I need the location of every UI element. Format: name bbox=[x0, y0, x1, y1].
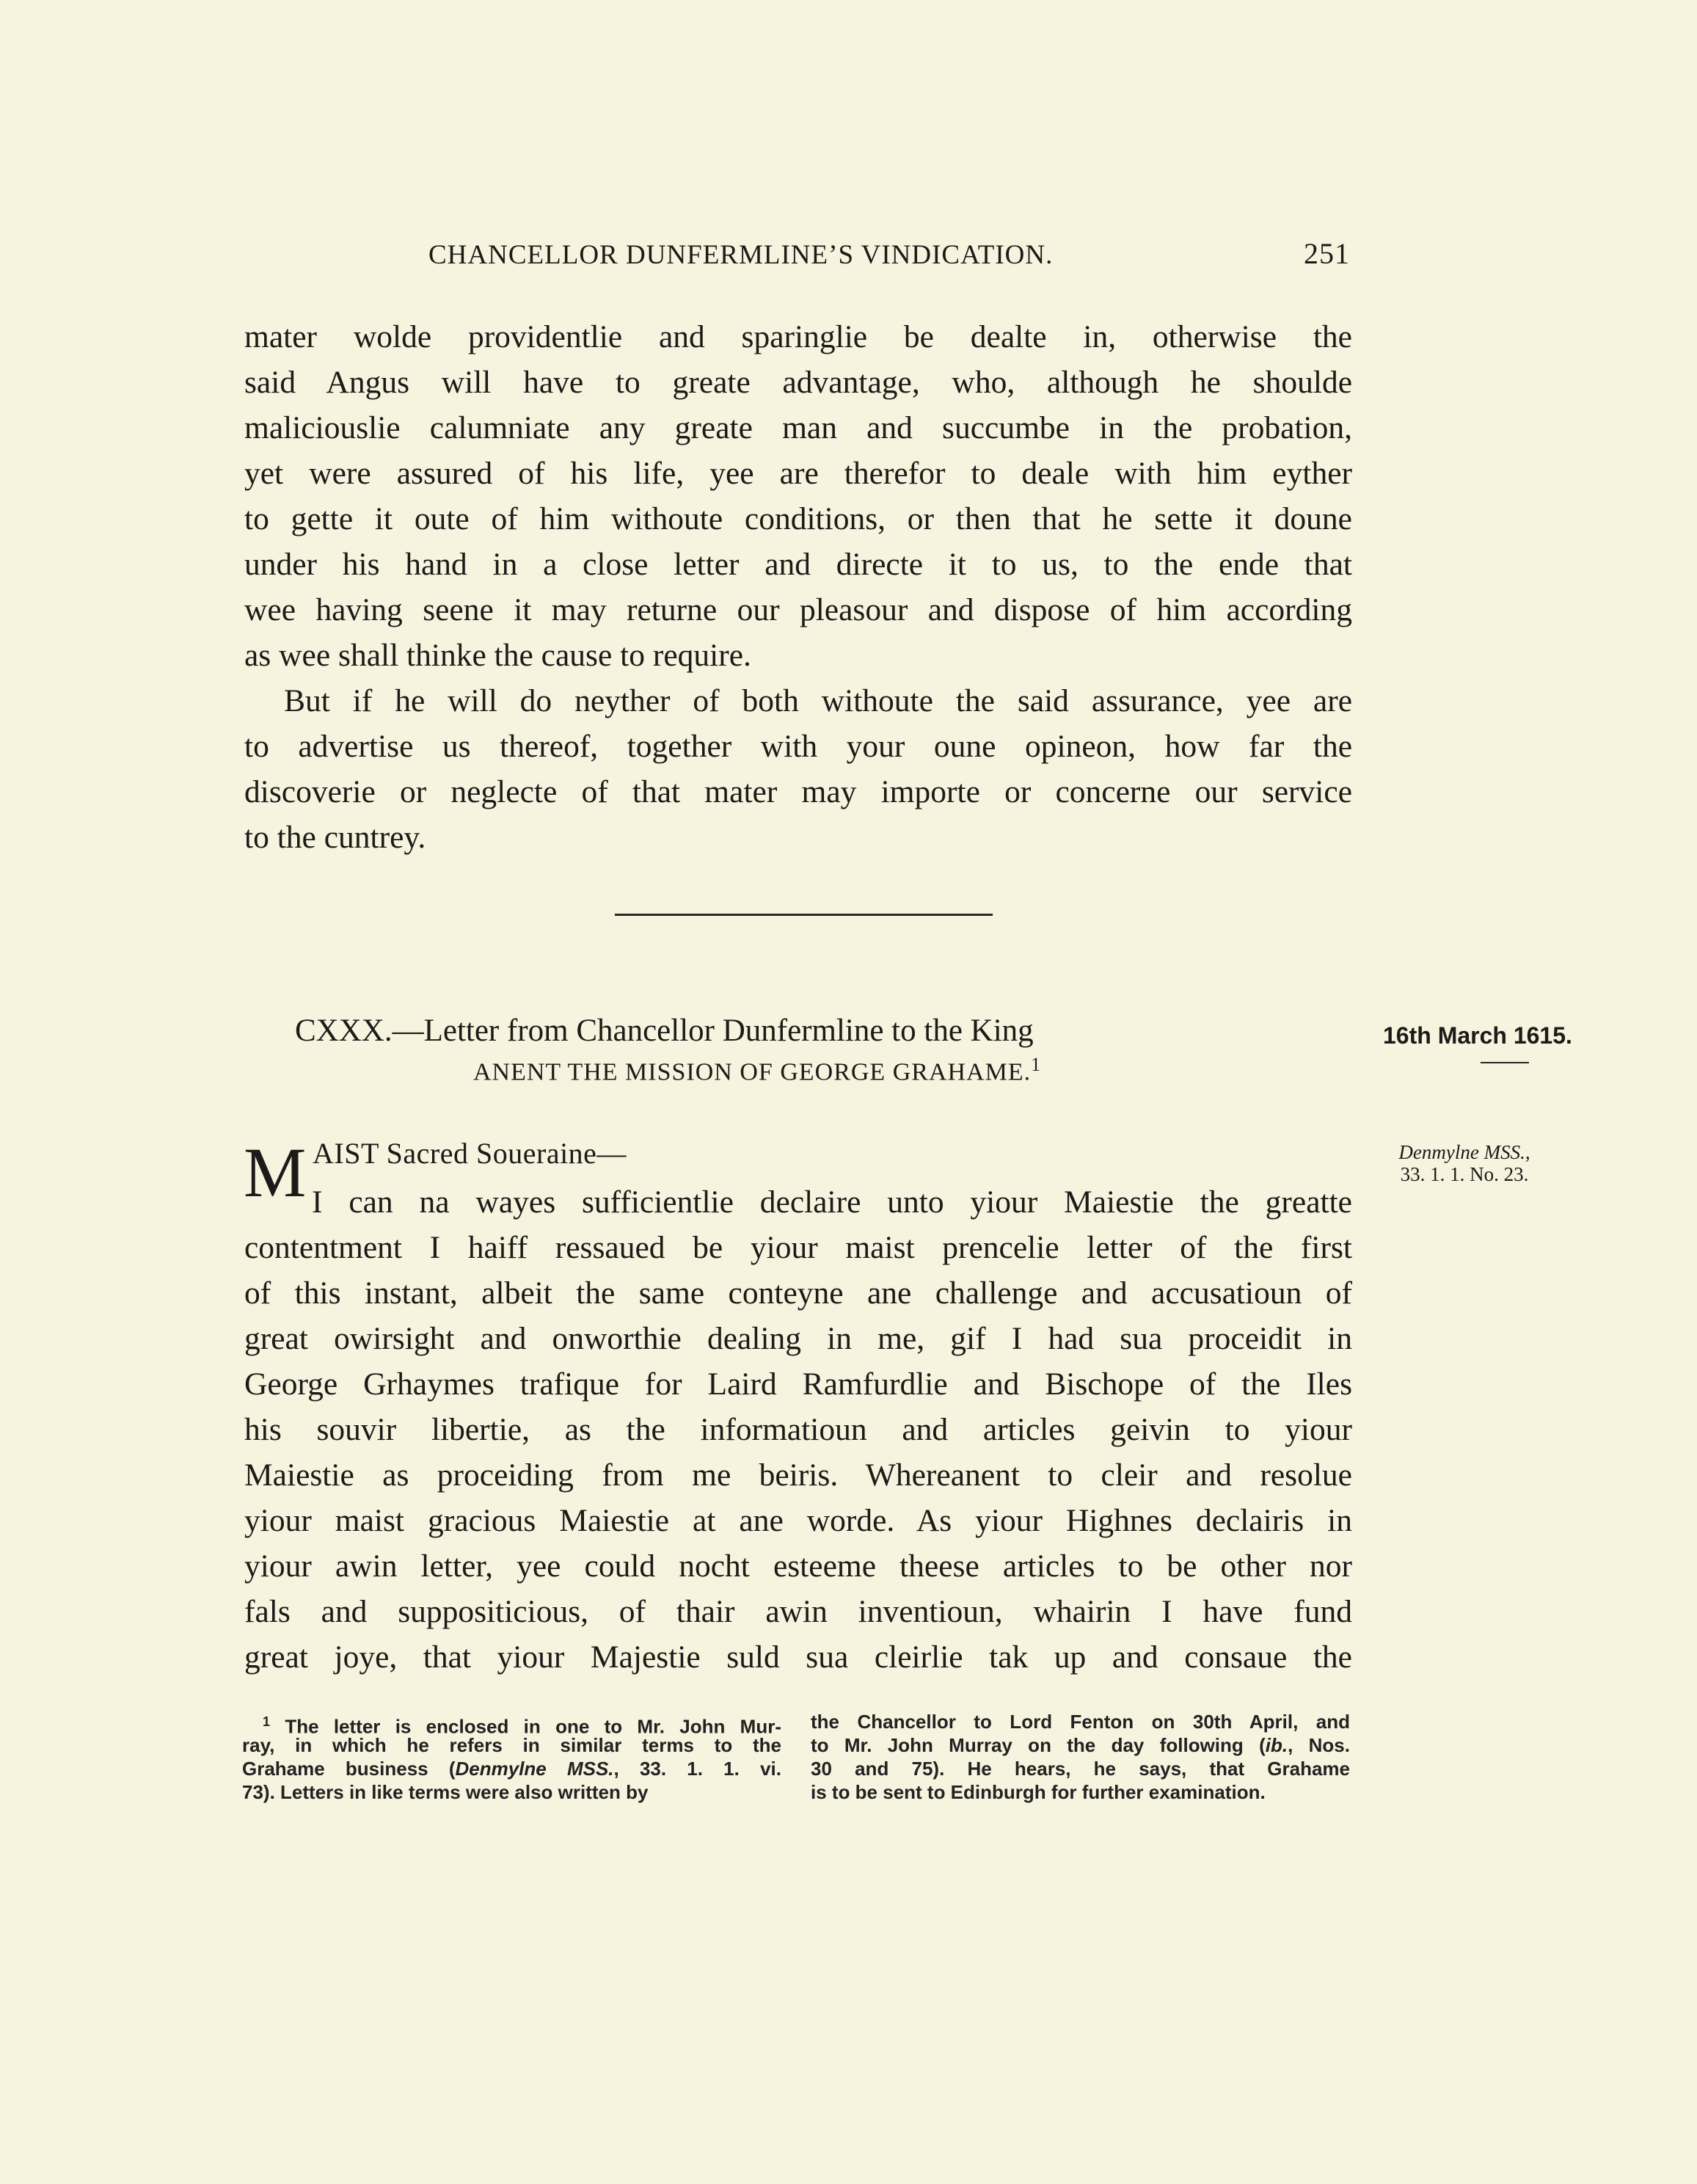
footnote-line: 30 and 75). He hears, he says, that Grahame bbox=[811, 1758, 1350, 1780]
margin-source-manuscript: Denmylne MSS., bbox=[1398, 1141, 1530, 1163]
footnote-text: The letter is enclosed in one to Mr. John Mur- bbox=[285, 1715, 781, 1738]
text-line: mater wolde providentlie and sparinglie be dealte in, otherwise the bbox=[244, 319, 1352, 354]
text-line: to the cuntrey. bbox=[244, 820, 426, 855]
footnote-reference: 1 bbox=[1031, 1054, 1042, 1075]
salutation: AIST Sacred Soueraine— bbox=[313, 1137, 627, 1170]
letter-body bbox=[244, 1179, 1352, 1680]
text-line: fals and suppositicious, of thair awin inventioun, whairin I have fund bbox=[244, 1594, 1352, 1629]
drop-cap: M bbox=[244, 1133, 307, 1212]
text-line: wee having seene it may returne our pleasour and dispose of him according bbox=[244, 592, 1352, 627]
text-line: But if he will do neyther of both withoute the said assurance, yee are bbox=[284, 683, 1352, 718]
text-line: to advertise us thereof, together with your oune opineon, how far the bbox=[244, 729, 1352, 764]
footnote-left-column bbox=[242, 1710, 781, 1804]
footnote-line bbox=[242, 1757, 781, 1780]
text-line: under his hand in a close letter and directe it to us, to the ende that bbox=[244, 547, 1352, 582]
section-divider bbox=[615, 914, 993, 916]
text-line: discoverie or neglecte of that mater may importe or concerne our service bbox=[244, 774, 1352, 809]
text-line: contentment I haiff ressaued be yiour maist prencelie letter of the first bbox=[244, 1230, 1352, 1265]
footnote-mark: 1 bbox=[263, 1714, 271, 1729]
text-line: Maiestie as proceiding from me beiris. Whereanent to cleir and resolue bbox=[244, 1457, 1352, 1493]
footnote-italic: Denmylne MSS. bbox=[455, 1758, 614, 1780]
text-line: yet were assured of his life, yee are therefor to deale with him eyther bbox=[244, 456, 1352, 491]
heading-subtitle-text: ANENT THE MISSION OF GEORGE GRAHAME. bbox=[473, 1058, 1032, 1086]
text-line: yiour awin letter, yee could nocht esteeme theese articles to be other nor bbox=[244, 1548, 1352, 1584]
running-header bbox=[242, 236, 1350, 273]
margin-date: 16th March 1615. bbox=[1383, 1022, 1572, 1049]
text-line: great joye, that yiour Majestie suld sua cleirlie tak up and consaue the bbox=[244, 1639, 1352, 1675]
preceding-letter-text bbox=[244, 314, 1352, 860]
footnote-text: , Nos. bbox=[1288, 1734, 1350, 1756]
margin-date-rule bbox=[1481, 1062, 1529, 1063]
footnote-line bbox=[811, 1733, 1350, 1757]
heading-title-line: CXXX.—Letter from Chancellor Dunfermline to the King bbox=[295, 1013, 1034, 1048]
footnote-line: ray, in which he refers in similar terms to the bbox=[242, 1734, 781, 1756]
text-line: said Angus will have to greate advantage, who, although he shoulde bbox=[244, 365, 1352, 400]
running-title: CHANCELLOR DUNFERMLINE’S VINDICATION. bbox=[428, 240, 1054, 270]
footnote-line: the Chancellor to Lord Fenton on 30th April, and bbox=[811, 1711, 1350, 1733]
footnote-italic: ib. bbox=[1265, 1734, 1288, 1756]
page-number: 251 bbox=[1304, 237, 1350, 270]
footnote-text: to Mr. John Murray on the day following ( bbox=[811, 1734, 1266, 1756]
footnote-text: Grahame business ( bbox=[242, 1758, 456, 1780]
text-line: George Grhaymes trafique for Laird Ramfurdlie and Bischope of the Iles bbox=[244, 1366, 1352, 1402]
margin-source-note bbox=[1369, 1141, 1560, 1185]
footnote-line: 73). Letters in like terms were also written by bbox=[242, 1781, 649, 1803]
text-line: as wee shall thinke the cause to require. bbox=[244, 638, 751, 673]
text-line: maliciouslie calumniate any greate man and succumbe in the probation, bbox=[244, 410, 1352, 445]
text-line: I can na wayes sufficientlie declaire unto yiour Maiestie the greatte bbox=[312, 1184, 1352, 1220]
footnote-line bbox=[242, 1710, 781, 1738]
heading-subtitle-line bbox=[473, 1054, 1041, 1086]
text-line: his souvir libertie, as the informatioun and articles geivin to yiour bbox=[244, 1412, 1352, 1447]
margin-source-reference: 33. 1. 1. No. 23. bbox=[1400, 1163, 1529, 1185]
footnote-right-column bbox=[811, 1710, 1350, 1804]
text-line: to gette it oute of him withoute conditions, or then that he sette it doune bbox=[244, 501, 1352, 536]
footnote-line: is to be sent to Edinburgh for further examination. bbox=[811, 1781, 1266, 1803]
text-line: great owirsight and onworthie dealing in me, gif I had sua proceidit in bbox=[244, 1321, 1352, 1356]
text-line: of this instant, albeit the same conteyne ane challenge and accusatioun of bbox=[244, 1275, 1352, 1311]
footnote-text: , 33. 1. 1. vi. bbox=[613, 1758, 781, 1780]
text-line: yiour maist gracious Maiestie at ane worde. As yiour Highnes declairis in bbox=[244, 1503, 1352, 1538]
